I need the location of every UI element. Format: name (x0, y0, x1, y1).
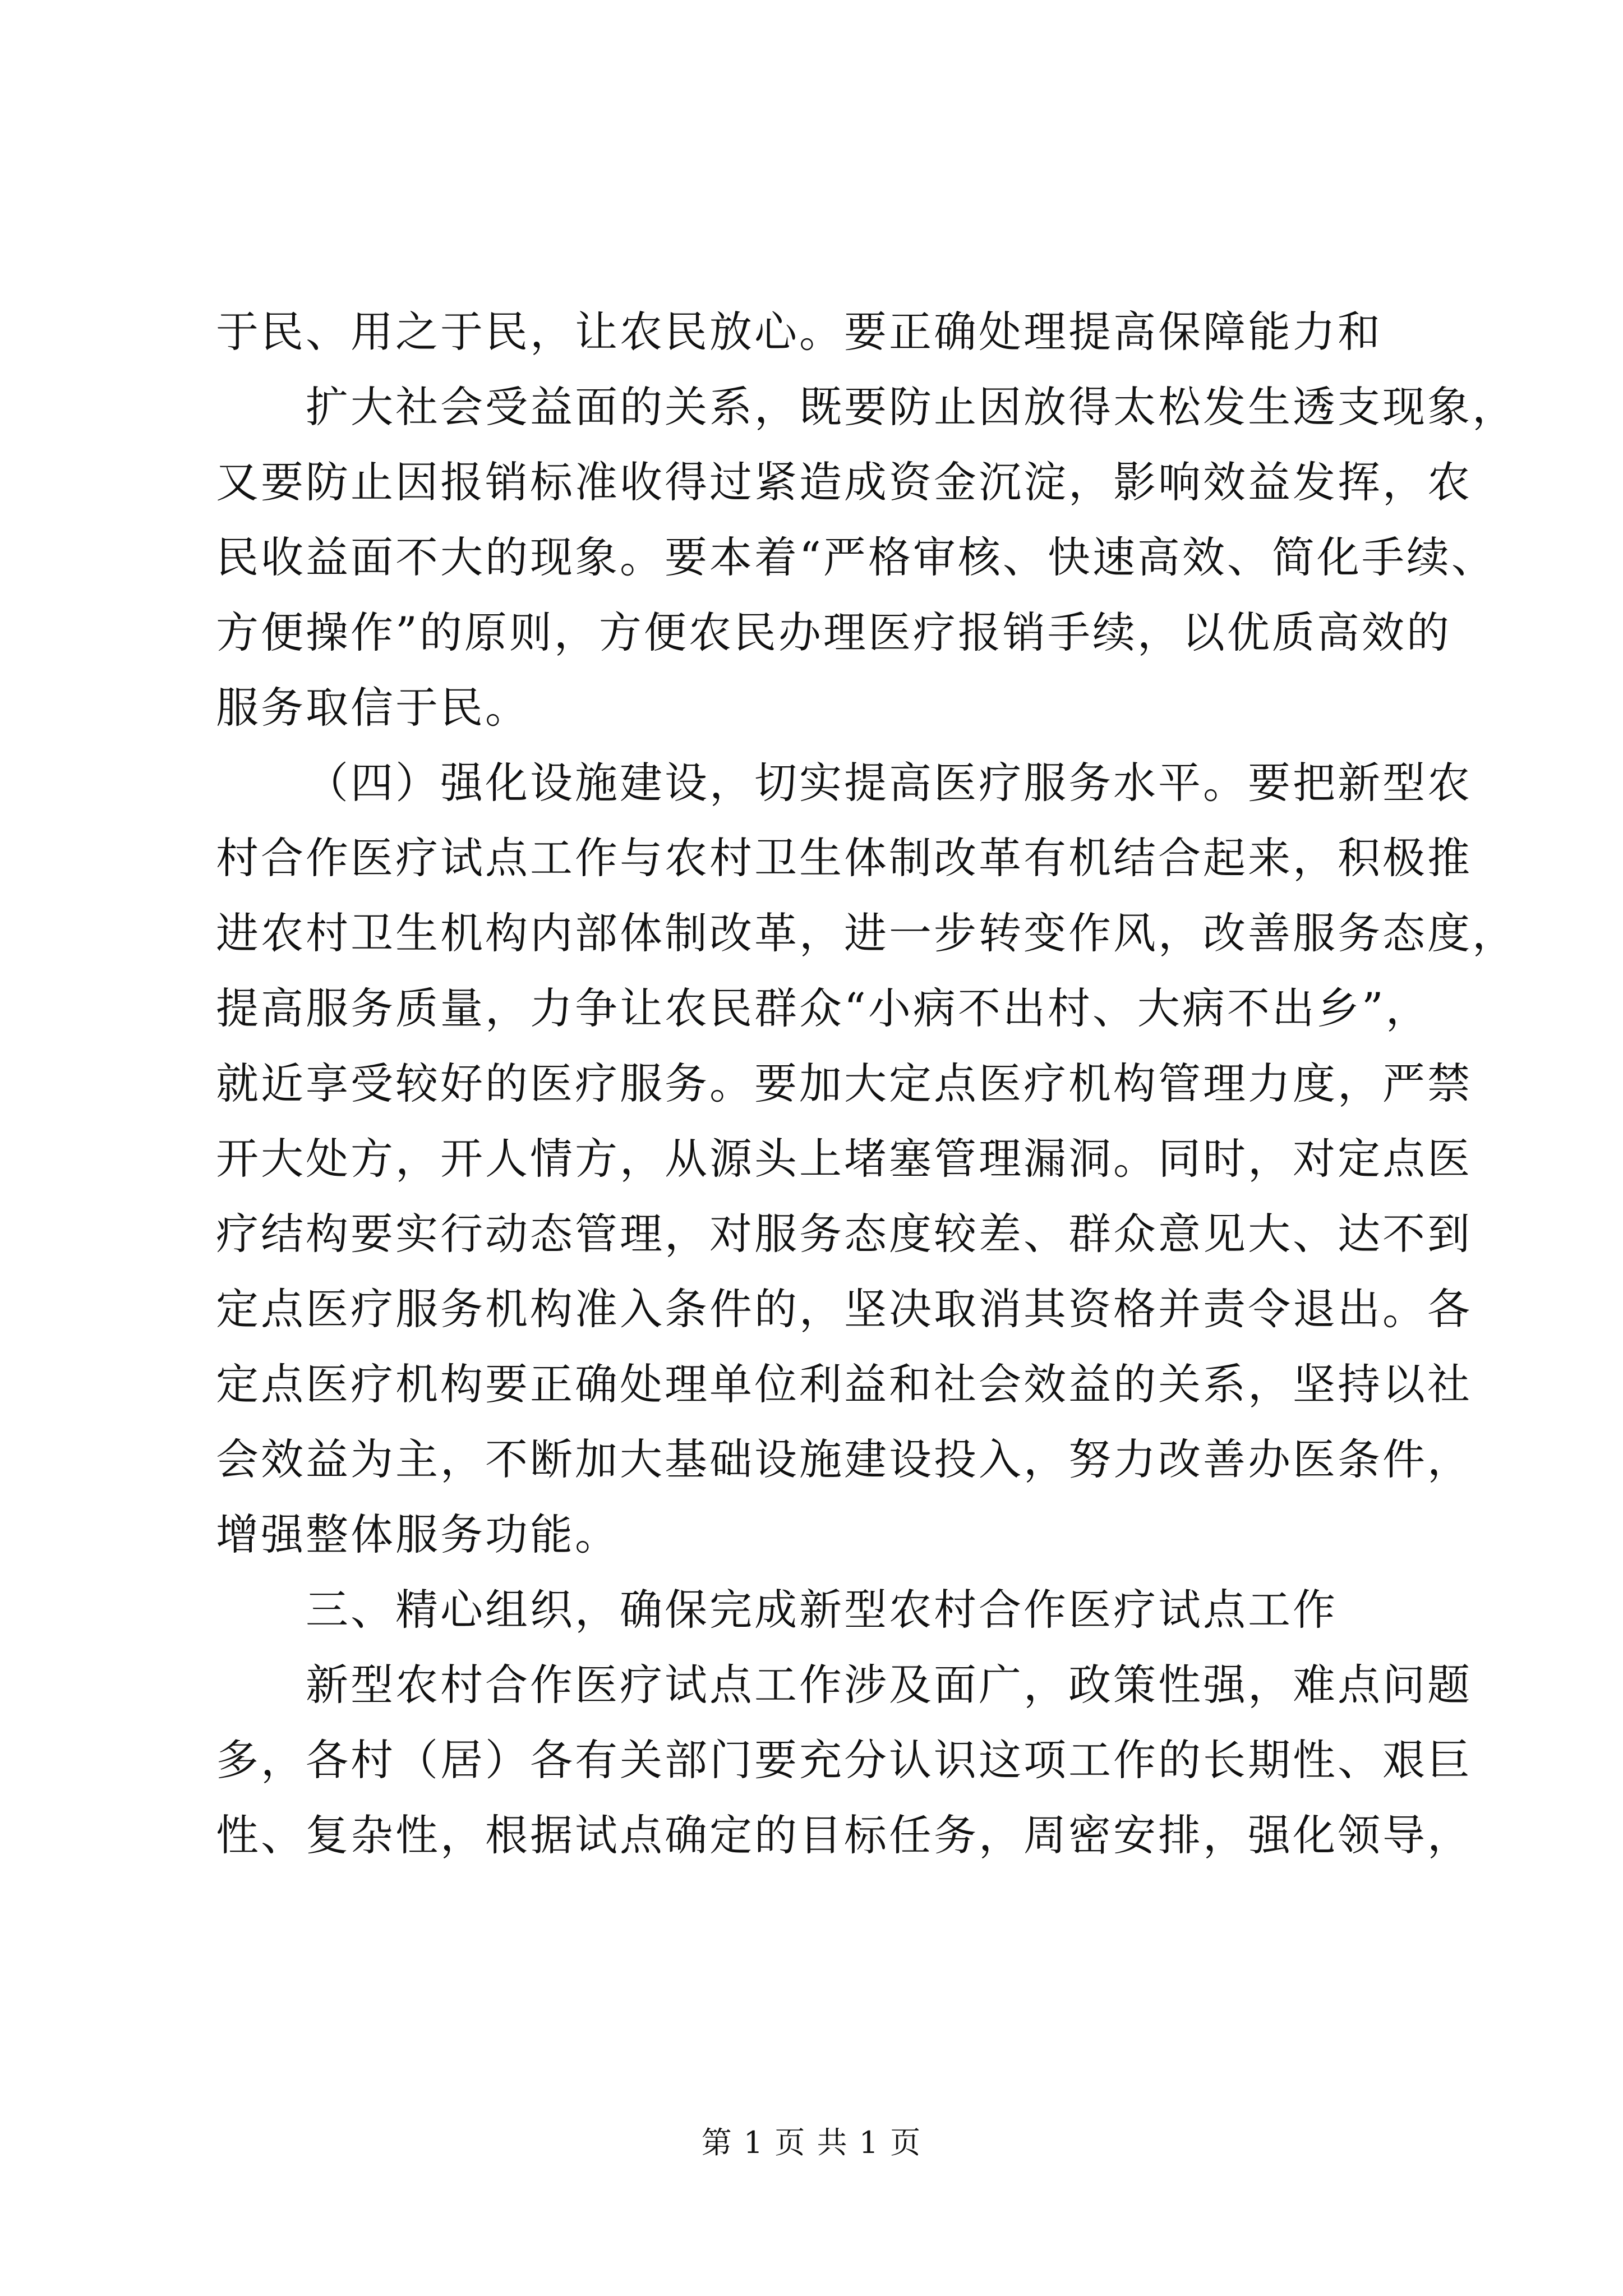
document-body (216, 295, 1517, 1873)
text-line: 性、复杂性，根据试点确定的目标任务，周密安排，强化领导， (216, 1810, 1472, 1860)
text-line: 服务取信于民。 (216, 683, 530, 733)
text-line: 于民、用之于民，让农民放心。要正确处理提高保障能力和 (216, 307, 1382, 357)
text-line: 疗结构要实行动态管理，对服务态度较差、群众意见大、达不到 (216, 1209, 1472, 1259)
text-line: 村合作医疗试点工作与农村卫生体制改革有机结合起来，积极推 (216, 833, 1472, 883)
text-line: 开大处方，开人情方，从源头上堵塞管理漏洞。同时，对定点医 (216, 1134, 1472, 1184)
text-line: 扩大社会受益面的关系，既要防止因放得太松发生透支现象， (306, 382, 1517, 432)
text-line: 增强整体服务功能。 (216, 1510, 620, 1559)
text-line: 就近享受较好的医疗服务。要加大定点医疗机构管理力度，严禁 (216, 1059, 1472, 1108)
text-line: 民收益面不大的现象。要本着“严格审核、快速高效、简化手续、 (216, 532, 1496, 582)
section-heading: 三、精心组织，确保完成新型农村合作医疗试点工作 (306, 1585, 1338, 1635)
text-line: 又要防止因报销标准收得过紧造成资金沉淀，影响效益发挥，农 (216, 457, 1472, 507)
text-line: 定点医疗服务机构准入条件的，坚决取消其资格并责令退出。各 (216, 1284, 1472, 1334)
page-number-footer: 第 1 页 共 1 页 (701, 2125, 922, 2160)
text-line: 方便操作”的原则，方便农民办理医疗报销手续，以优质高效的 (216, 608, 1451, 657)
text-line: 新型农村合作医疗试点工作涉及面广，政策性强，难点问题 (306, 1660, 1472, 1710)
text-line: 定点医疗机构要正确处理单位利益和社会效益的关系，坚持以社 (216, 1359, 1472, 1409)
text-line: 会效益为主，不断加大基础设施建设投入，努力改善办医条件， (216, 1434, 1472, 1484)
text-line: 多，各村（居）各有关部门要充分认识这项工作的长期性、艰巨 (216, 1735, 1472, 1785)
text-line: 提高服务质量，力争让农民群众“小病不出村、大病不出乡”， (216, 983, 1431, 1033)
text-line: 进农村卫生机构内部体制改革，进一步转变作风，改善服务态度， (216, 908, 1517, 958)
text-line: （四）强化设施建设，切实提高医疗服务水平。要把新型农 (306, 758, 1472, 808)
